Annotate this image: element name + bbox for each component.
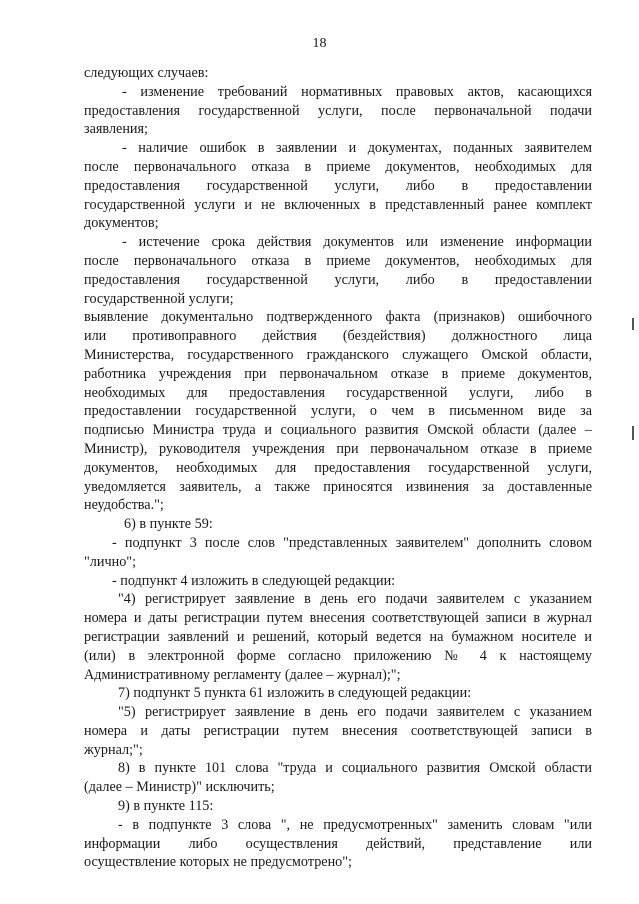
text-line: "4) регистрирует заявление в день его подачи заявителем с указанием (118, 591, 592, 608)
text-line: Административному регламенту (далее – журнал);"; (84, 666, 401, 683)
text-line: документов; (84, 215, 159, 232)
scan-margin-mark (632, 426, 634, 440)
text-line: предоставления государственной услуги, либо в предоставлении (84, 271, 592, 288)
text-line: Министр), руководителя учреждения при первоначальном отказе в приеме (84, 440, 592, 457)
text-line: журнал;"; (84, 741, 143, 758)
text-line: - истечение срока действия документов или изменение информации (122, 234, 592, 251)
page-number: 18 (312, 36, 327, 51)
text-line: 7) подпункт 5 пункта 61 изложить в следующей редакции: (118, 685, 472, 702)
text-line: государственной услуги; (84, 290, 234, 307)
text-line: - наличие ошибок в заявлении и документах, поданных заявителем (122, 140, 592, 157)
text-line: необходимых для предоставления государственной услуги, либо в (84, 384, 592, 401)
text-line: неудобства."; (84, 497, 164, 514)
text-line: выявление документально подтвержденного факта (признаков) ошибочного (84, 309, 592, 326)
text-line: 8) в пункте 101 слова "труда и социального развития Омской области (118, 760, 592, 777)
text-line: номера и даты регистрации путем внесения соответствующей записи в журнал (84, 610, 592, 627)
text-line: Министерства, государственного гражданского служащего Омской области, (84, 346, 592, 363)
text-line: уведомляется заявитель, а также приносятся извинения за доставленные (84, 478, 592, 495)
text-line: подписью Министра труда и социального развития Омской области (далее – (84, 422, 592, 439)
text-line: "лично"; (84, 553, 137, 570)
text-line: предоставления государственной услуги, либо в предоставлении (84, 177, 592, 194)
text-line: документов, необходимых для предоставления государственной услуги, (84, 459, 592, 476)
document-body (84, 64, 592, 872)
text-line: информации либо осуществления действий, представление или (84, 835, 592, 852)
text-line: осуществление которых не предусмотрено"; (84, 854, 353, 871)
text-line: (далее – Министр)" исключить; (84, 779, 275, 796)
text-line: или противоправного действия (бездействия) должностного лица (84, 328, 592, 345)
text-line: "5) регистрирует заявление в день его подачи заявителем с указанием (118, 704, 592, 721)
text-line: - в подпункте 3 слова ", не предусмотренных" заменить словам "или (118, 816, 592, 833)
text-line: предоставлении государственной услуги, о чем в письменном виде за (84, 403, 592, 420)
text-line: после первоначального отказа в приеме документов, необходимых для (84, 252, 592, 269)
text-line: работника учреждения при первоначальном отказе в приеме документов, (84, 365, 592, 382)
text-line: - подпункт 4 изложить в следующей редакции: (112, 572, 396, 589)
text-line: предоставления государственной услуги, после первоначальной подачи (84, 102, 592, 119)
text-line: 9) в пункте 115: (118, 798, 214, 815)
text-line: следующих случаев: (84, 65, 209, 81)
text-line: после первоначального отказа в приеме документов, необходимых для (84, 158, 592, 175)
text-line: регистрации заявлений и решений, который ведется на бумажном носителе и (84, 628, 592, 645)
text-line: - изменение требований нормативных правовых актов, касающихся (122, 83, 592, 100)
text-line: - подпункт 3 после слов "представленных заявителем" дополнить словом (112, 534, 592, 551)
text-line: 6) в пункте 59: (124, 516, 213, 533)
text-line: (или) в электронной форме согласно приложению № 4 к настоящему (84, 647, 592, 664)
text-line: заявления; (84, 121, 148, 138)
scan-margin-mark (632, 318, 634, 330)
text-line: номера и даты регистрации путем внесения соответствующей записи в (84, 722, 592, 739)
text-line: государственной услуги и не включенных в представленный ранее комплект (84, 196, 592, 213)
